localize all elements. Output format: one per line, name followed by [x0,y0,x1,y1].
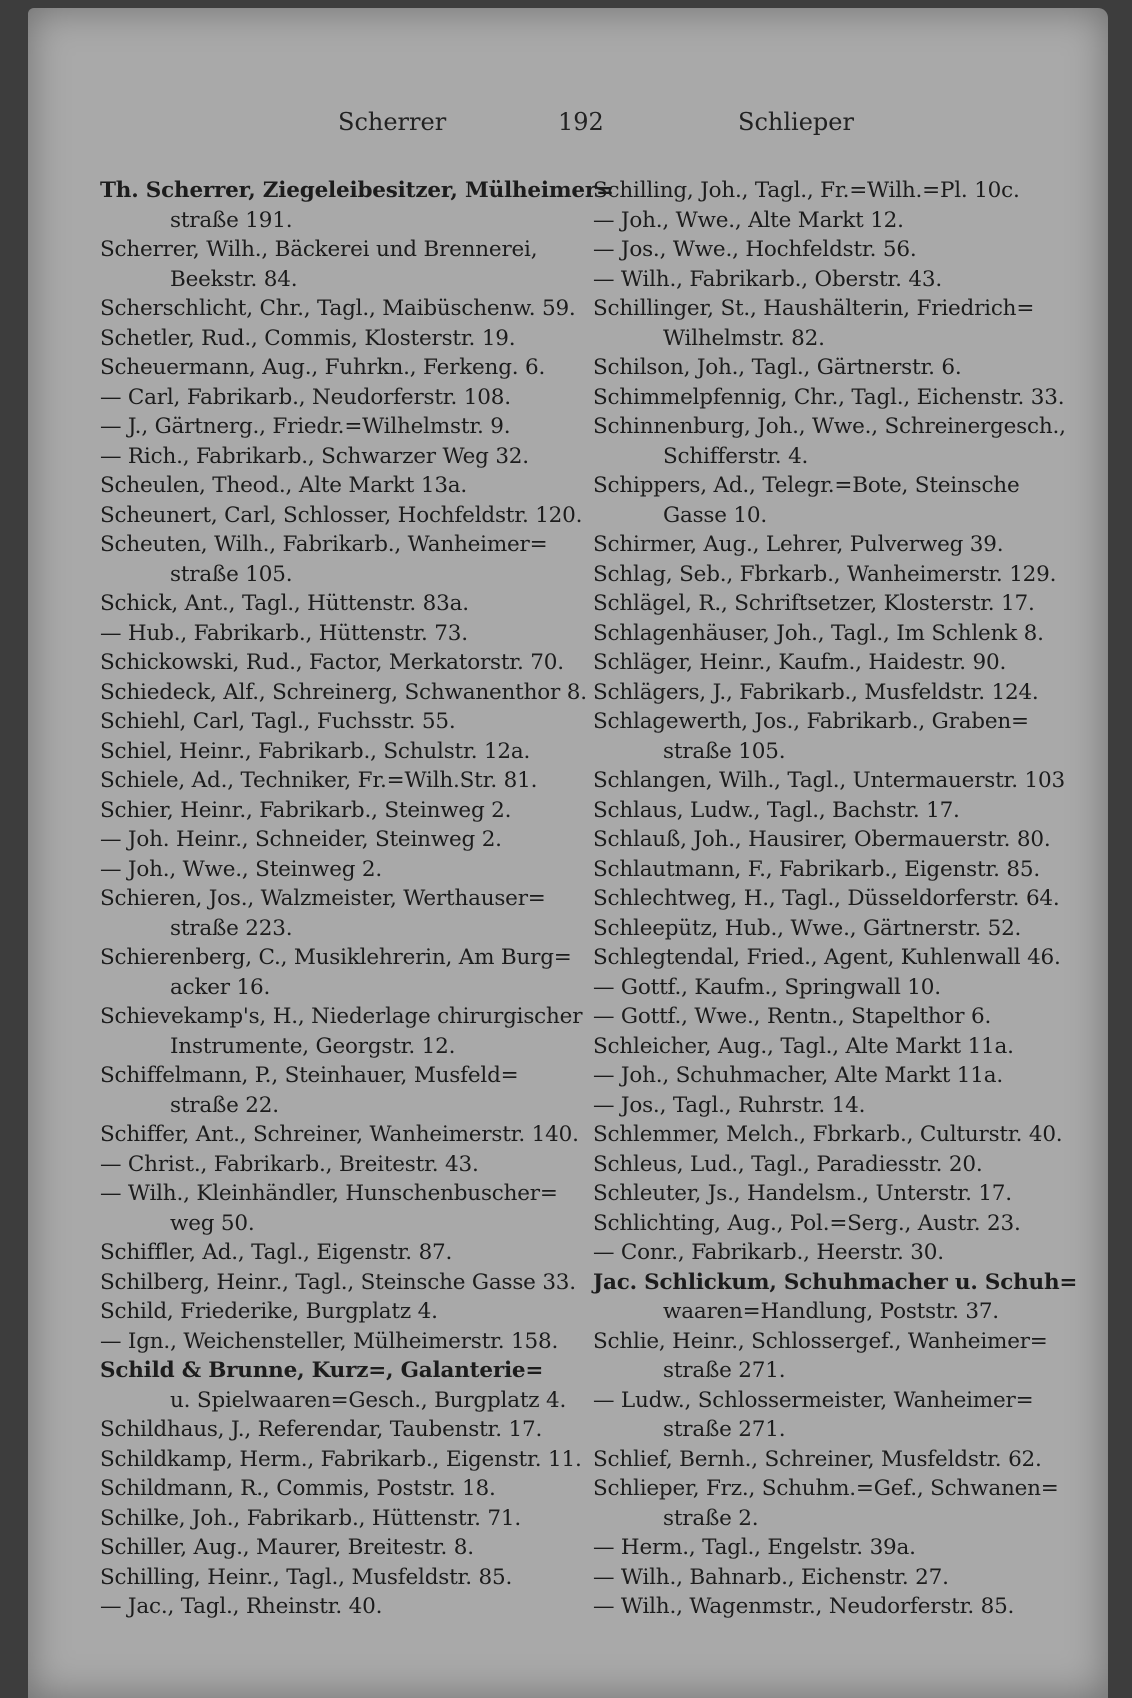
directory-entry-line: — Carl, Fabrikarb., Neudorferstr. 108. [100,384,511,410]
directory-entry-line: — Wilh., Wagenmstr., Neudorferstr. 85. [593,1594,1015,1619]
directory-entry-line: Schiedeck, Alf., Schreinerg, Schwanenthor 8. [100,679,587,705]
directory-entry-line: Schiffer, Ant., Schreiner, Wanheimerstr. 140. [100,1122,579,1147]
directory-entry-line: — J., Gärtnerg., Friedr.=Wilhelmstr. 9. [100,414,511,439]
directory-entry-line: Schleepütz, Hub., Wwe., Gärtnerstr. 52. [593,915,1022,941]
directory-entry-line: waaren=Handlung, Poststr. 37. [663,1299,999,1324]
directory-entry-line: Wilhelmstr. 82. [663,325,825,351]
directory-entry-line: — Wilh., Fabrikarb., Oberstr. 43. [593,266,942,292]
directory-entry-line: — Rich., Fabrikarb., Schwarzer Weg 32. [100,443,529,469]
directory-entry-line: — Hub., Fabrikarb., Hüttenstr. 73. [100,620,468,646]
directory-entry-line: — Joh., Schuhmacher, Alte Markt 11a. [593,1063,1003,1088]
directory-entry-line: Schlemmer, Melch., Fbrkarb., Culturstr. 40. [593,1122,1063,1147]
directory-entry-line: Scherschlicht, Chr., Tagl., Maibüschenw. 59. [100,296,576,321]
directory-entry-line: — Joh. Heinr., Schneider, Steinweg 2. [100,827,502,852]
directory-entry-line: Schetler, Rud., Commis, Klosterstr. 19. [100,325,516,351]
directory-entry-line: Schildkamp, Herm., Fabrikarb., Eigenstr. 11. [100,1446,582,1472]
directory-entry-line: Beekstr. 84. [170,266,298,292]
directory-entry-line: Schlieper, Frz., Schuhm.=Gef., Schwanen= [593,1476,1059,1501]
directory-entry-line: straße 2. [663,1505,759,1531]
directory-entry-line: straße 105. [170,561,293,587]
page-number: 192 [558,108,604,136]
directory-entry-line: — Joh., Wwe., Steinweg 2. [100,856,383,882]
directory-entry-line: Schilke, Joh., Fabrikarb., Hüttenstr. 71. [100,1505,521,1531]
directory-entry-line: Scheunert, Carl, Schlosser, Hochfeldstr. 120. [100,502,583,528]
directory-entry-line: Schlaus, Ludw., Tagl., Bachstr. 17. [593,797,960,823]
directory-entry-line: Schlagenhäuser, Joh., Tagl., Im Schlenk 8. [593,620,1044,646]
directory-entry-line: straße 191. [170,207,293,233]
directory-entry-line: Schilling, Heinr., Tagl., Musfeldstr. 85. [100,1564,513,1590]
directory-entry-line: Scheulen, Theod., Alte Markt 13a. [100,473,468,498]
right-column [593,176,1078,1622]
directory-entry-line: Schlauß, Joh., Hausirer, Obermauerstr. 80. [593,827,1051,852]
directory-entry-line: weg 50. [170,1210,255,1236]
directory-entry-line: Schifferstr. 4. [663,443,809,469]
directory-entry-line: u. Spielwaaren=Gesch., Burgplatz 4. [170,1387,567,1413]
directory-entry-line: Jac. Schlickum, Schuhmacher u. Schuh= [593,1269,1078,1295]
directory-entry-line: Schlie, Heinr., Schlossergef., Wanheimer= [593,1328,1048,1354]
directory-entry-line: Schiehl, Carl, Tagl., Fuchsstr. 55. [100,709,456,734]
directory-entry-line: — Joh., Wwe., Alte Markt 12. [593,207,904,233]
directory-entry-line: Schlief, Bernh., Schreiner, Musfeldstr. 62. [593,1446,1042,1472]
directory-entry-line: — Gottf., Kaufm., Springwall 10. [593,974,941,1000]
directory-entry-line: — Gottf., Wwe., Rentn., Stapelthor 6. [593,1004,992,1029]
directory-entry-line: — Jos., Tagl., Ruhrstr. 14. [593,1092,866,1118]
directory-entry-line: Schleicher, Aug., Tagl., Alte Markt 11a. [593,1033,1014,1059]
directory-entry-line: Schlichting, Aug., Pol.=Serg., Austr. 23. [593,1210,1021,1236]
directory-entry-line: Schlägers, J., Fabrikarb., Musfeldstr. 124. [593,679,1039,705]
directory-entry-line: Scheuten, Wilh., Fabrikarb., Wanheimer= [100,532,548,557]
directory-entry-line: Schievekamp's, H., Niederlage chirurgischer [100,1004,583,1029]
directory-entry-line: Schleus, Lud., Tagl., Paradiesstr. 20. [593,1151,983,1177]
directory-entry-line: straße 271. [663,1417,786,1442]
directory-entry-line: — Ign., Weichensteller, Mülheimerstr. 158. [100,1328,559,1354]
directory-entry-line: straße 105. [663,738,786,764]
directory-entry-line: Schiele, Ad., Techniker, Fr.=Wilh.Str. 81. [100,768,538,793]
directory-entry-line: Schild, Friederike, Burgplatz 4. [100,1299,438,1324]
header-left-keyword: Scherrer [338,108,447,136]
directory-entry-line: Schläger, Heinr., Kaufm., Haidestr. 90. [593,650,1007,675]
page-header [28,108,1108,144]
directory-entry-line: acker 16. [170,974,271,1000]
header-right-keyword: Schlieper [738,108,854,136]
directory-entry-line: straße 271. [663,1358,786,1383]
directory-entry-line: straße 223. [170,915,293,941]
directory-entry-line: Schildmann, R., Commis, Poststr. 18. [100,1476,496,1501]
directory-entry-line: — Christ., Fabrikarb., Breitestr. 43. [100,1151,479,1177]
directory-entry-line: — Jos., Wwe., Hochfeldstr. 56. [593,237,917,262]
directory-entry-line: Schillinger, St., Haushälterin, Friedrich= [593,296,1035,321]
directory-entry-line: — Conr., Fabrikarb., Heerstr. 30. [593,1240,944,1265]
directory-entry-line: — Ludw., Schlossermeister, Wanheimer= [593,1387,1034,1413]
directory-entry-line: Gasse 10. [663,502,768,528]
directory-page [28,8,1108,1698]
directory-entry-line: Instrumente, Georgstr. 12. [170,1033,456,1059]
directory-entry-line: Schilling, Joh., Tagl., Fr.=Wilh.=Pl. 10c. [593,178,1020,203]
directory-entry-line: Schildhaus, J., Referendar, Taubenstr. 17. [100,1417,543,1442]
directory-entry-line: Schild & Brunne, Kurz=, Galanterie= [100,1358,544,1383]
directory-entry-line: — Wilh., Kleinhändler, Hunschenbuscher= [100,1181,558,1206]
directory-entry-line: Schiffler, Ad., Tagl., Eigenstr. 87. [100,1240,453,1265]
directory-entry-line: — Wilh., Bahnarb., Eichenstr. 27. [593,1564,949,1590]
directory-entry-line: straße 22. [170,1092,279,1118]
directory-entry-line: Schimmelpfennig, Chr., Tagl., Eichenstr. 33. [593,384,1065,410]
directory-entry-line: Schiel, Heinr., Fabrikarb., Schulstr. 12a. [100,738,531,764]
directory-entry-line: Schilberg, Heinr., Tagl., Steinsche Gasse 33. [100,1269,576,1295]
directory-entry-line: Schlag, Seb., Fbrkarb., Wanheimerstr. 129. [593,561,1057,587]
directory-entry-line: — Herm., Tagl., Engelstr. 39a. [593,1535,916,1560]
directory-entry-line: Schlangen, Wilh., Tagl., Untermauerstr. 103 [593,768,1065,793]
directory-entry-line: — Jac., Tagl., Rheinstr. 40. [100,1594,383,1619]
directory-entry-line: Schierenberg, C., Musiklehrerin, Am Burg= [100,945,572,970]
directory-entry-line: Schier, Heinr., Fabrikarb., Steinweg 2. [100,797,512,823]
directory-entry-line: Schiffelmann, P., Steinhauer, Musfeld= [100,1063,519,1088]
directory-entry-line: Schippers, Ad., Telegr.=Bote, Steinsche [593,473,1020,498]
left-column [100,176,614,1622]
directory-entry-line: Schlagewerth, Jos., Fabrikarb., Graben= [593,709,1029,734]
directory-entry-line: Schlegtendal, Fried., Agent, Kuhlenwall 46. [593,945,1061,970]
directory-entry-line: Schiller, Aug., Maurer, Breitestr. 8. [100,1535,474,1560]
directory-entry-line: Th. Scherrer, Ziegeleibesitzer, Mülheimer= [100,178,614,203]
directory-entry-line: Scherrer, Wilh., Bäckerei und Brennerei, [100,237,538,262]
directory-entry-line: Schlechtweg, H., Tagl., Düsseldorferstr. 64. [593,886,1060,911]
directory-entry-line: Schieren, Jos., Walzmeister, Werthauser= [100,886,546,911]
directory-entry-line: Schilson, Joh., Tagl., Gärtnerstr. 6. [593,355,962,380]
directory-entry-line: Schleuter, Js., Handelsm., Unterstr. 17. [593,1181,1012,1206]
directory-entry-line: Schick, Ant., Tagl., Hüttenstr. 83a. [100,591,469,616]
directory-entry-line: Schlautmann, F., Fabrikarb., Eigenstr. 85. [593,856,1040,882]
directory-entry-line: Scheuermann, Aug., Fuhrkn., Ferkeng. 6. [100,355,546,380]
directory-entry-line: Schinnenburg, Joh., Wwe., Schreinergesch., [593,414,1066,439]
directory-entry-line: Schlägel, R., Schriftsetzer, Klosterstr. 17. [593,591,1035,616]
directory-entry-line: Schirmer, Aug., Lehrer, Pulverweg 39. [593,532,1004,557]
directory-entry-line: Schickowski, Rud., Factor, Merkatorstr. 70. [100,650,564,675]
